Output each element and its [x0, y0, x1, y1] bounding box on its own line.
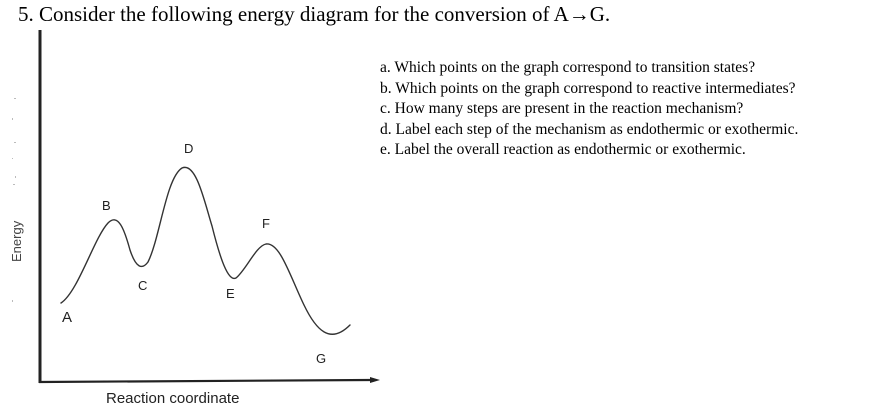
- x-axis-arrowhead: [370, 377, 380, 383]
- question-b: b. Which points on the graph correspond to reactive intermediates?: [380, 79, 796, 97]
- energy-curve: [61, 167, 350, 334]
- question-c: c. How many steps are present in the reaction mechanism?: [380, 100, 744, 117]
- x-axis-label: Reaction coordinate: [106, 390, 240, 407]
- point-label-c: C: [138, 278, 148, 293]
- question-e: e. Label the overall reaction as endothermic or exothermic.: [380, 141, 746, 158]
- scan-specks: [12, 98, 16, 302]
- question-a: a. Which points on the graph correspond to transition states?: [380, 59, 756, 76]
- point-label-a: A: [62, 309, 73, 326]
- x-axis: [39, 380, 370, 382]
- point-label-b: B: [102, 198, 111, 213]
- point-label-f: F: [262, 216, 270, 231]
- point-label-e: E: [226, 286, 235, 301]
- y-axis-label: Energy: [9, 220, 24, 262]
- question-title: 5. Consider the following energy diagram for the conversion of A→G.: [18, 2, 611, 26]
- point-label-d: D: [184, 141, 194, 156]
- point-label-g: G: [316, 351, 327, 366]
- question-d: d. Label each step of the mechanism as endothermic or exothermic.: [380, 120, 799, 138]
